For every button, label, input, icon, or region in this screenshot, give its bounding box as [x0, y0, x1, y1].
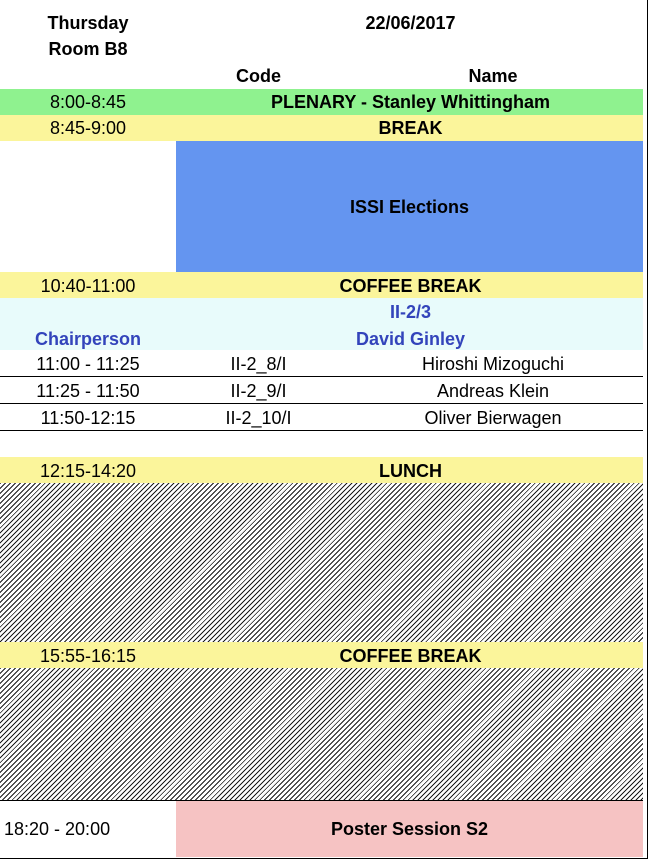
poster-row: [0, 800, 643, 857]
coffee-break-row: [0, 642, 643, 668]
lunch-row: [0, 457, 643, 483]
chairperson-label: Chairperson: [34, 329, 142, 349]
talk-speaker: Hiroshi Mizoguchi: [421, 354, 565, 374]
talk-time: 11:50-12:15: [40, 408, 136, 428]
elections-block: [176, 141, 643, 272]
table-row: [0, 377, 643, 404]
lunch-time: 12:15-14:20: [39, 461, 137, 481]
elections-row: [0, 141, 643, 272]
plenary-row: [0, 89, 643, 115]
talk-time: 11:00 - 11:25: [36, 354, 140, 374]
break-time: 8:45-9:00: [49, 118, 127, 138]
coffee-break-title: COFFEE BREAK: [339, 276, 482, 296]
coffee-break-time: 15:55-16:15: [39, 646, 137, 666]
coffee-break-time: 10:40-11:00: [40, 276, 136, 296]
talk-time: 11:25 - 11:50: [36, 381, 140, 401]
column-header-name: Name: [468, 66, 518, 86]
break-title: BREAK: [378, 118, 443, 138]
session-code: II-2/3: [389, 302, 432, 322]
room-label: Room B8: [48, 39, 128, 59]
poster-title: Poster Session S2: [330, 819, 489, 839]
talk-code: II-2_9/I: [230, 381, 287, 401]
chairperson-name: David Ginley: [355, 329, 466, 349]
plenary-time: 8:00-8:45: [49, 92, 127, 112]
header: [0, 0, 643, 89]
poster-block: [176, 801, 643, 857]
elections-title: ISSI Elections: [349, 197, 470, 217]
unavailable-block: [0, 668, 643, 800]
poster-time: 18:20 - 20:00: [4, 819, 111, 839]
column-header-code: Code: [236, 66, 281, 86]
talk-code: II-2_8/I: [230, 354, 287, 374]
talk-code: II-2_10/I: [225, 408, 292, 428]
talk-speaker: Andreas Klein: [436, 381, 550, 401]
table-row: [0, 350, 643, 377]
unavailable-block: [0, 483, 643, 642]
session-header: [0, 298, 643, 350]
table-row: [0, 404, 643, 431]
day-label: Thursday: [47, 13, 129, 33]
break-row: [0, 115, 643, 141]
lunch-title: LUNCH: [379, 461, 442, 481]
plenary-title: PLENARY - Stanley Whittingham: [270, 92, 551, 112]
date-label: 22/06/2017: [365, 13, 456, 33]
coffee-break-title: COFFEE BREAK: [339, 646, 482, 666]
coffee-break-row: [0, 272, 643, 298]
talk-speaker: Oliver Bierwagen: [424, 408, 562, 428]
